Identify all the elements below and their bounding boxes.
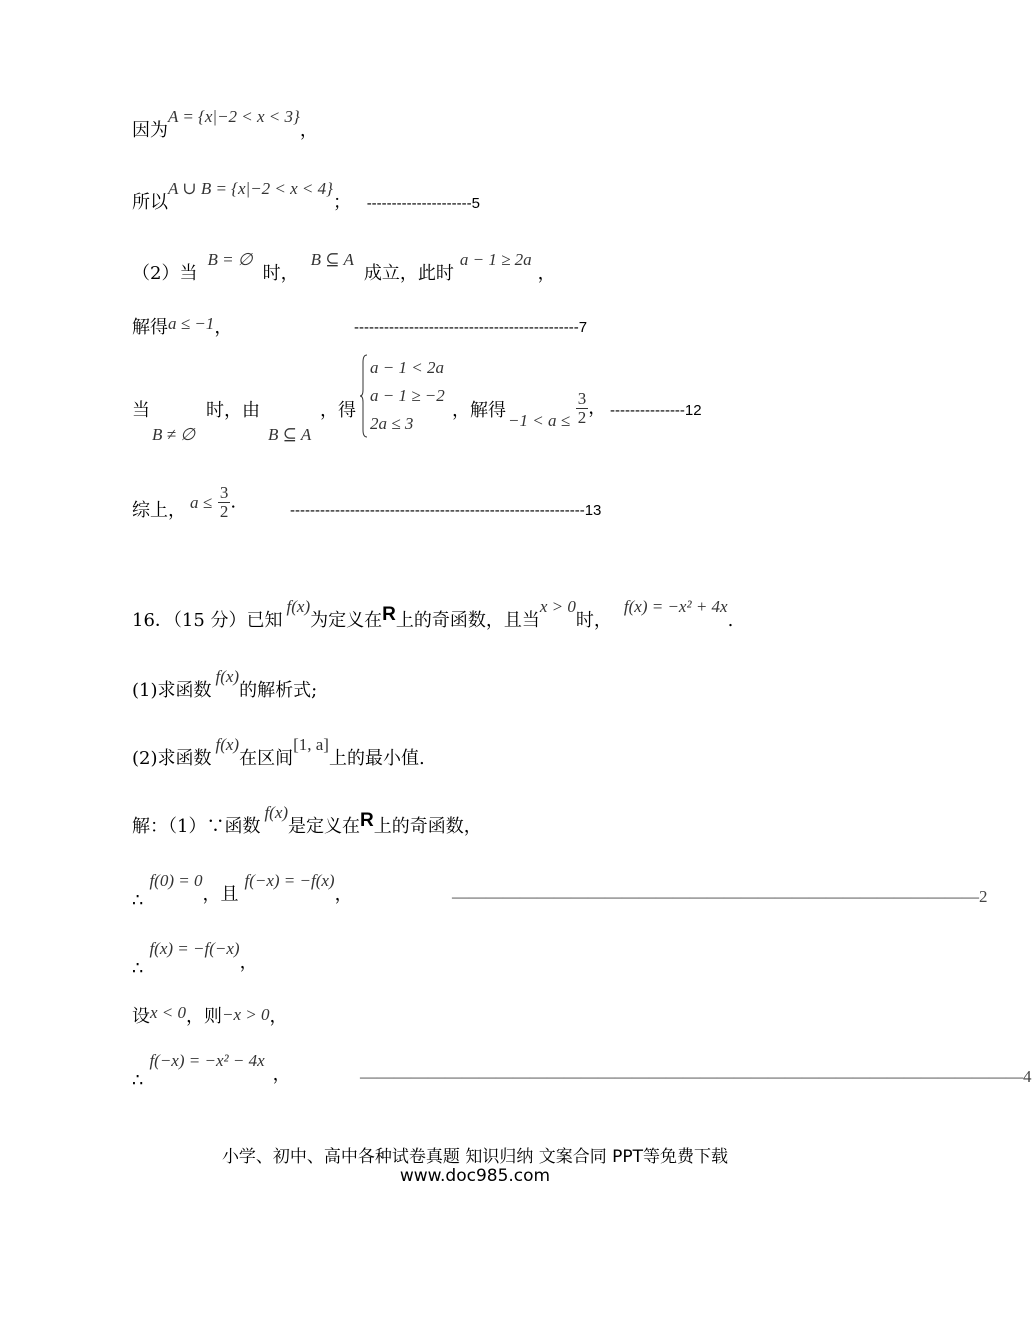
math-inequality: a − 1 ≥ 2a xyxy=(459,250,532,269)
math-negx-positive: −x > 0 xyxy=(222,1005,270,1024)
score-marker: ---------------------5 xyxy=(366,195,480,212)
math-b-subset-a: B ⊆ A xyxy=(310,250,354,269)
footer-tagline: 小学、初中、高中各种试卷真题 知识归纳 文案合同 PPT等免费下载 xyxy=(221,1147,729,1167)
math-f0: f(0) = 0 xyxy=(149,871,203,890)
math-set-a: A = {x|−2 < x < 3} xyxy=(168,107,300,126)
system-row: a − 1 ≥ −2 xyxy=(370,386,445,405)
score-marker: ———————————————————————————————2 xyxy=(452,887,988,906)
math-conclusion: a ≤ $\frac{3}{2}$ . xyxy=(190,483,237,521)
math-real-set: R xyxy=(382,604,396,625)
line-because-a: 因为A = {x|−2 < x < 3}， xyxy=(132,107,318,141)
line-solution-start: 解：（1）∵函数f(x)是定义在R上的奇函数， xyxy=(132,803,482,837)
footer-url[interactable]: www.doc985.com xyxy=(399,1166,551,1186)
score-marker: -----------------------------------------------------------13 xyxy=(290,502,602,519)
score-marker: ---------------12 xyxy=(610,402,702,419)
line-question-1: (1)求函数f(x)的解析式; xyxy=(132,667,318,701)
math-odd-property: f(−x) = −f(x) xyxy=(244,871,335,890)
line-fx-neg: ∴f(x) = −f(−x)， xyxy=(132,939,258,979)
math-b-empty: B = ∅ xyxy=(207,250,253,269)
system-row: 2a ≤ 3 xyxy=(370,414,414,433)
line-question-2: (2)求函数f(x)在区间[1, a]上的最小值. xyxy=(132,735,425,769)
system-row: a − 1 < 2a xyxy=(370,358,444,377)
fraction: $\frac{3}{2}$ xyxy=(219,483,229,521)
inequality-system xyxy=(360,354,445,438)
score-marker: ———————————————————————————————————————4 xyxy=(360,1067,1032,1086)
document-page: 因为A = {x|−2 < x < 3}， 所以A ∪ B = {x|−2 < x < 4}； ---------------------5 （2）当B = ∅时，B ⊆ A成立，此时a − 1 ≥ 2a， 解得a ≤ −1， ---------------------------------------------7 当 B ≠ ∅ 时，由 B ⊆ A ，得 a − 1 < 2a a − 1 ≥ −2 2a ≤ 3 ，解得 −1 < a ≤ $\frac{3}{2}$ ， ---------------12 综上， a ≤ $\frac{3}{2}$ . -----------------------------------------------------------13 16．（15 分）已知f(x)为定义在R上的奇函数，且当x > 0时，f(x) = −x² + 4x. (1)求函数f(x)的解析式; (2)求函数f(x)在区间[1, a]上的最小值. 解：（1）∵函数f(x)是定义在R上的奇函数， ∴f(0) = 0，且f(−x) = −f(x)， ———————————————————————————————2 ∴f(x) = −f(−x)， 设x < 0，则−x > 0， ∴f(−x) = −x² − 4x， ———————————————————————————————————————4 小学、初中、高中各种试卷真题 知识归纳 文案合同 PPT等免费下载 www.doc985.com xyxy=(0,0,950,1342)
math-solution: −1 < a ≤ $\frac{3}{2}$ ， xyxy=(508,389,607,430)
line-problem-16: 16．（15 分）已知f(x)为定义在R上的奇函数，且当x > 0时，f(x) = −x² + 4x. xyxy=(132,597,734,631)
math-union: A ∪ B = {x|−2 < x < 4} xyxy=(168,179,333,198)
line-f-negx: ∴f(−x) = −x² − 4x， ———————————————————————————————————————4 xyxy=(132,1051,1032,1091)
math-fx: f(x) xyxy=(215,667,240,686)
fraction: $\frac{3}{2}$ xyxy=(577,389,587,427)
math-x-positive: x > 0 xyxy=(539,597,576,616)
math-fx-eq: f(x) = −f(−x) xyxy=(149,939,240,958)
line-solve-1: 解得a ≤ −1， ---------------------------------------------7 xyxy=(132,314,588,338)
math-a-le-minus1: a ≤ −1 xyxy=(168,314,215,333)
score-marker: ---------------------------------------------7 xyxy=(354,319,588,336)
math-f-negx: f(−x) = −x² − 4x xyxy=(149,1051,265,1070)
line-case-empty: （2）当B = ∅时，B ⊆ A成立，此时a − 1 ≥ 2a， xyxy=(132,250,556,284)
math-b-subset-a: B ⊆ A xyxy=(268,425,312,444)
line-let-x: 设x < 0，则−x > 0， xyxy=(132,1003,288,1027)
line-union: 所以A ∪ B = {x|−2 < x < 4}； ---------------------5 xyxy=(132,179,480,213)
math-interval: [1, a] xyxy=(293,735,329,754)
math-fx: f(x) xyxy=(264,803,289,822)
line-f0: ∴f(0) = 0，且f(−x) = −f(x)， ———————————————————————————————2 xyxy=(132,871,988,911)
math-fx: f(x) xyxy=(286,597,311,616)
math-real-set: R xyxy=(360,810,374,831)
math-fx-def: f(x) = −x² + 4x xyxy=(623,597,728,616)
math-b-not-empty: B ≠ ∅ xyxy=(152,425,196,444)
math-fx: f(x) xyxy=(215,735,240,754)
brace-icon xyxy=(360,354,368,438)
math-x-negative: x < 0 xyxy=(150,1003,187,1022)
